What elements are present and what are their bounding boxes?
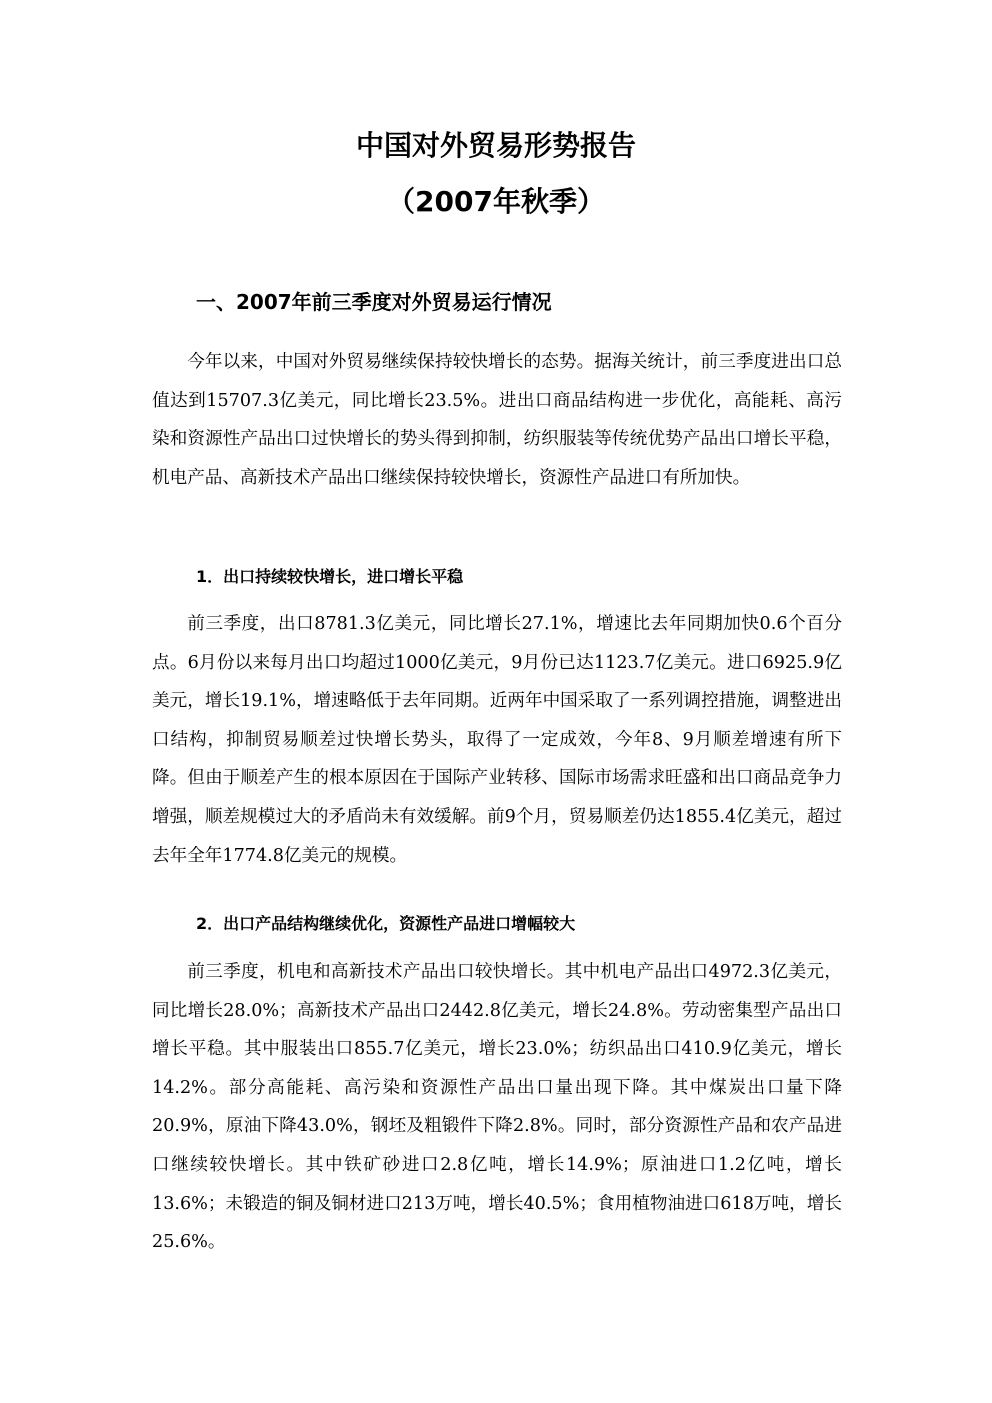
document-subtitle: （2007年秋季） [387, 185, 605, 218]
subsection-2-heading: 2．出口产品结构继续优化，资源性产品进口增幅较大 [196, 914, 576, 933]
subsection-1-heading: 1．出口持续较快增长，进口增长平稳 [196, 567, 464, 586]
section-1-intro-paragraph: 今年以来，中国对外贸易继续保持较快增长的态势。据海关统计，前三季度进出口总值达到15707.3亿美元，同比增长23.5%。进出口商品结构进一步优化，高能耗、高污染和资源性产品出口过快增长的势头得到抑制，纺织服装等传统优势产品出口增长平稳，机电产品、高新技术产品出口继续保持较快增长，资源性产品进口有所加快。 [152, 352, 842, 488]
subsection-1-paragraph: 前三季度，出口8781.3亿美元，同比增长27.1%，增速比去年同期加快0.6个百分点。6月份以来每月出口均超过1000亿美元，9月份已达1123.7亿美元。进口6925.9亿美元，增长19.1%，增速略低于去年同期。近两年中国采取了一系列调控措施，调整进出口结构，抑制贸易顺差过快增长势头，取得了一定成效，今年8、9月顺差增速有所下降。但由于顺差产生的根本原因在于国际产业转移、国际市场需求旺盛和出口商品竞争力增强，顺差规模过大的矛盾尚未有效缓解。前9个月，贸易顺差仍达1855.4亿美元，超过去年全年1774.8亿美元的规模。 [152, 614, 842, 866]
section-1-heading: 一、2007年前三季度对外贸易运行情况 [196, 290, 552, 314]
subsection-2-paragraph: 前三季度，机电和高新技术产品出口较快增长。其中机电产品出口4972.3亿美元，同比增长28.0%；高新技术产品出口2442.8亿美元，增长24.8%。劳动密集型产品出口增长平稳。其中服装出口855.7亿美元，增长23.0%；纺织品出口410.9亿美元，增长14.2%。部分高能耗、高污染和资源性产品出口量出现下降。其中煤炭出口量下降20.9%，原油下降43.0%，钢坯及粗锻件下降2.8%。同时，部分资源性产品和农产品进口继续较快增长。其中铁矿砂进口2.8亿吨，增长14.9%；原油进口1.2亿吨，增长13.6%；未锻造的铜及铜材进口213万吨，增长40.5%；食用植物油进口618万吨，增长25.6%。 [152, 962, 842, 1253]
document-title: 中国对外贸易形势报告 [355, 129, 636, 162]
